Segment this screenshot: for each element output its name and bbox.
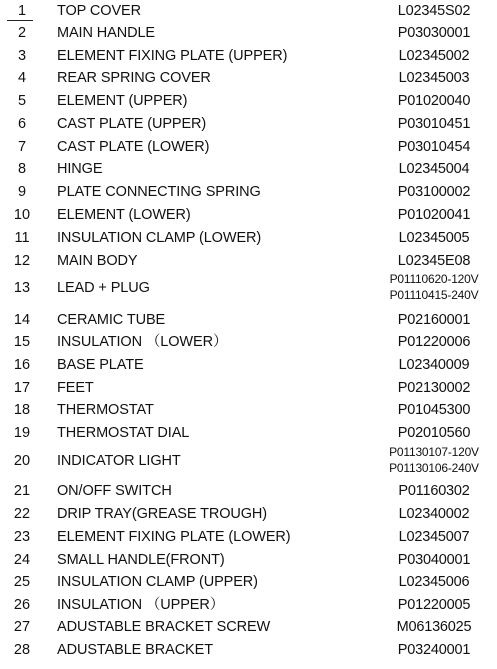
list-item <box>0 45 497 67</box>
part-name: CAST PLATE (LOWER) <box>57 139 210 155</box>
part-name: LEAD + PLUG <box>57 280 150 296</box>
list-item <box>0 227 497 249</box>
part-number: 8 <box>17 161 27 177</box>
list-item <box>0 67 497 89</box>
part-name: HINGE <box>57 161 103 177</box>
part-number: 3 <box>17 48 27 64</box>
list-item <box>0 354 497 376</box>
part-name: TOP COVER <box>57 3 141 19</box>
part-name: ELEMENT FIXING PLATE (UPPER) <box>57 48 288 64</box>
part-name: INSULATION CLAMP (UPPER) <box>57 574 258 590</box>
part-code-line: P01130106-240V <box>389 461 479 475</box>
list-item <box>0 549 497 571</box>
part-number: 23 <box>13 529 31 545</box>
part-name: CERAMIC TUBE <box>57 312 166 328</box>
part-number: 18 <box>13 402 31 418</box>
part-code <box>376 271 492 303</box>
part-name: DRIP TRAY(GREASE TROUGH) <box>57 506 268 522</box>
part-number: 12 <box>13 253 31 269</box>
part-code: L02345003 <box>398 70 470 86</box>
part-number: 14 <box>13 312 31 328</box>
part-code: L02345006 <box>398 574 470 590</box>
part-number: 2 <box>17 25 27 41</box>
part-code <box>376 444 492 476</box>
part-name: ELEMENT FIXING PLATE (LOWER) <box>57 529 291 545</box>
part-code: L02345007 <box>398 529 470 545</box>
part-number: 26 <box>13 597 31 613</box>
part-name: ADUSTABLE BRACKET <box>57 642 213 658</box>
part-code: P03240001 <box>397 642 471 658</box>
part-code: P03040001 <box>397 552 471 568</box>
part-number: 24 <box>13 552 31 568</box>
list-item <box>0 422 497 444</box>
part-number: 11 <box>14 230 30 246</box>
list-item <box>0 639 497 661</box>
part-code: P03010454 <box>397 139 471 155</box>
part-name: ELEMENT (UPPER) <box>57 93 188 109</box>
part-code: P01220005 <box>397 597 471 613</box>
part-number: 28 <box>13 642 31 658</box>
part-number: 10 <box>13 207 31 223</box>
list-item <box>0 113 497 135</box>
list-item <box>0 181 497 203</box>
part-name: INSULATION （LOWER） <box>57 334 228 350</box>
part-number: 5 <box>17 93 27 109</box>
list-item <box>0 594 497 616</box>
list-item <box>0 526 497 548</box>
part-number: 15 <box>13 334 31 350</box>
part-code: L02345E08 <box>397 253 471 269</box>
part-number: 17 <box>13 380 31 396</box>
part-number: 22 <box>13 506 31 522</box>
part-name: ADUSTABLE BRACKET SCREW <box>57 619 271 635</box>
part-code: P03010451 <box>397 116 471 132</box>
part-code: L02345002 <box>398 48 470 64</box>
part-name: FEET <box>57 380 94 396</box>
part-number: 9 <box>17 184 27 200</box>
list-item <box>0 571 497 593</box>
part-code: P03030001 <box>397 25 471 41</box>
part-name: BASE PLATE <box>57 357 144 373</box>
list-item <box>0 22 497 44</box>
part-name: THERMOSTAT DIAL <box>57 425 190 441</box>
part-number: 16 <box>13 357 31 373</box>
part-name: REAR SPRING COVER <box>57 70 211 86</box>
part-number: 1 <box>17 3 27 19</box>
part-number: 21 <box>13 483 31 499</box>
part-code: P01045300 <box>397 402 471 418</box>
list-item <box>0 309 497 331</box>
part-name: INSULATION CLAMP (LOWER) <box>57 230 262 246</box>
list-item <box>0 136 497 158</box>
list-item <box>0 271 497 305</box>
part-code: P02160001 <box>397 312 471 328</box>
part-name: ON/OFF SWITCH <box>57 483 172 499</box>
part-name: PLATE CONNECTING SPRING <box>57 184 261 200</box>
list-item <box>0 204 497 226</box>
part-code: L02340009 <box>398 357 470 373</box>
part-name: MAIN HANDLE <box>57 25 155 41</box>
part-number: 7 <box>17 139 27 155</box>
list-item <box>0 399 497 421</box>
part-code: P02010560 <box>397 425 471 441</box>
part-code-line: P01110415-240V <box>389 288 479 302</box>
part-code: P01220006 <box>397 334 471 350</box>
part-number: 13 <box>13 280 31 296</box>
part-code: P01020041 <box>397 207 471 223</box>
part-name: MAIN BODY <box>57 253 138 269</box>
part-code: L02345005 <box>398 230 470 246</box>
part-code: L02340002 <box>398 506 470 522</box>
part-code: P02130002 <box>397 380 471 396</box>
list-item <box>0 503 497 525</box>
part-number: 20 <box>13 453 31 469</box>
part-code: P03100002 <box>397 184 471 200</box>
part-code: P01020040 <box>397 93 471 109</box>
part-name: SMALL HANDLE(FRONT) <box>57 552 225 568</box>
part-name: CAST PLATE (UPPER) <box>57 116 207 132</box>
list-item <box>0 616 497 638</box>
part-number: 27 <box>13 619 31 635</box>
part-number: 4 <box>17 70 27 86</box>
part-code: L02345004 <box>398 161 470 177</box>
part-number: 19 <box>13 425 31 441</box>
part-name: INDICATOR LIGHT <box>57 453 181 469</box>
list-item <box>0 0 497 22</box>
part-name: INSULATION （UPPER） <box>57 597 225 613</box>
list-item <box>0 90 497 112</box>
list-item <box>0 480 497 502</box>
part-code: P01160302 <box>398 483 470 499</box>
list-item <box>0 158 497 180</box>
part-code-line: P01130107-120V <box>389 445 479 459</box>
part-code-line: P01110620-120V <box>389 272 479 286</box>
part-number: 6 <box>17 116 27 132</box>
list-item <box>0 331 497 353</box>
part-name: ELEMENT (LOWER) <box>57 207 191 223</box>
part-number: 25 <box>13 574 31 590</box>
list-item <box>0 444 497 478</box>
part-code: M06136025 <box>396 619 472 635</box>
part-name: THERMOSTAT <box>57 402 154 418</box>
list-item <box>0 377 497 399</box>
part-code: L02345S02 <box>397 3 471 19</box>
list-item <box>0 250 497 272</box>
